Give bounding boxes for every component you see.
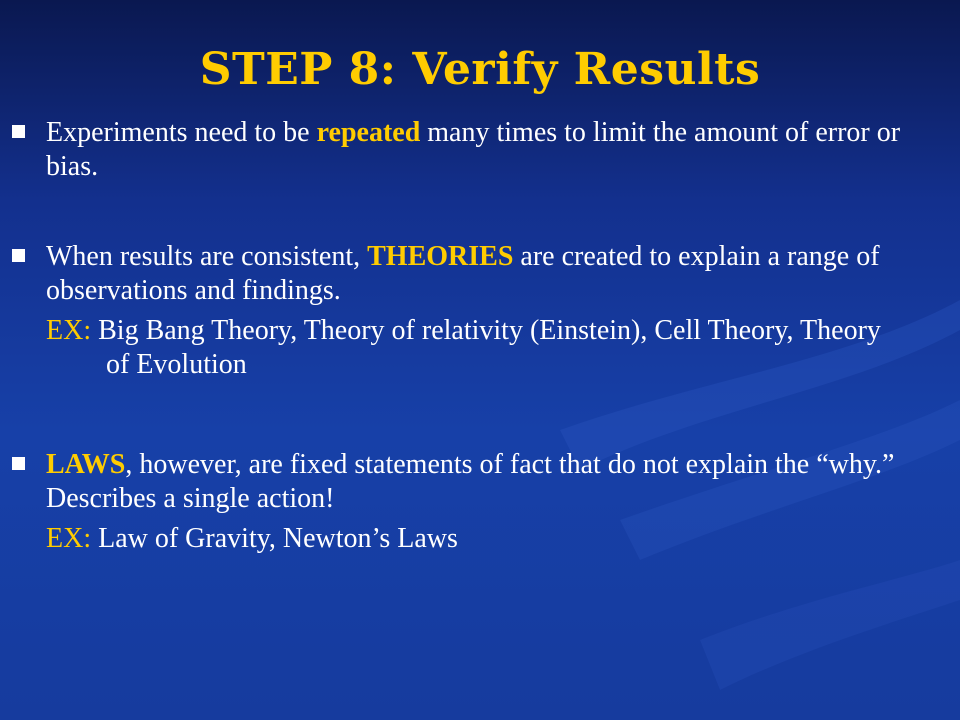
bullet-square-icon — [12, 457, 25, 470]
bullet-text: When results are consistent, — [46, 241, 368, 272]
bullet-text: many times to limit the amount of error or bias. — [46, 117, 901, 182]
bullet-text: are created to explain a range of observations and findings. — [46, 241, 880, 306]
slide-title: STEP 8: Verify Results — [199, 44, 761, 95]
highlight-word: THEORIES — [367, 241, 514, 272]
bullet-text: Experiments need to be — [46, 117, 317, 148]
example-text: Law of Gravity, Newton’s Laws — [91, 523, 458, 554]
bullet-square-icon — [12, 249, 25, 262]
bullet-laws — [46, 448, 906, 556]
bullet-theories — [46, 240, 906, 382]
example-label: EX: — [46, 315, 92, 346]
highlight-word: LAWS — [46, 449, 126, 480]
bullet-text: , however, are fixed statements of fact that do not explain the “why.” Describes a single action! — [46, 449, 895, 514]
example-line — [46, 522, 906, 556]
bullet-square-icon — [12, 125, 25, 138]
example-line — [46, 314, 906, 382]
example-label: EX: — [46, 523, 92, 554]
example-text: Big Bang Theory, Theory of relativity (Einstein), Cell Theory, Theory of Evolution — [91, 315, 881, 380]
bullet-repeated — [46, 116, 906, 184]
highlight-word: repeated — [316, 117, 421, 148]
